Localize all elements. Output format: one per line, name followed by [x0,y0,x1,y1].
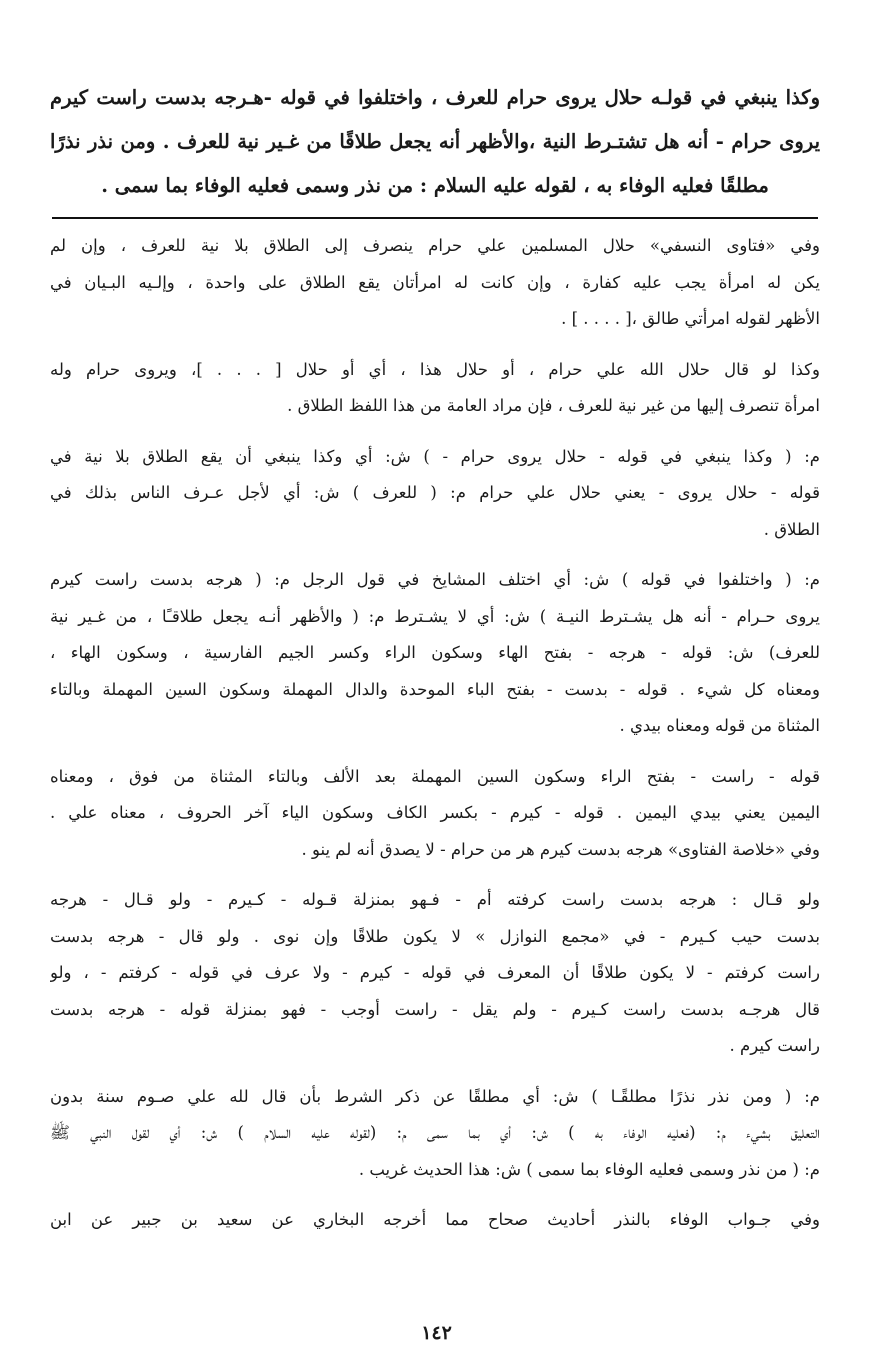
footnote-line: اليمين يعني بيدي اليمين . قوله - كيرم - بكسر الكاف وسكون الياء آخر الحروف ، معناه علي . [50,803,820,822]
footnote-line: م: ( واختلفوا في قوله ) ش: أي اختلف المشايخ في قول الرجل م: ( هرجه بدست راست كيرم [50,570,820,589]
main-text-line: يروى حرام - أنه هل تشتـرط النية ،والأظهر أنه يجعل طلاقًا من غـير نية للعرف . ومن نذر نذرًا [50,130,820,153]
footnote-line: راست كيرم . [729,1036,820,1055]
footnote-line: وفي «فتاوى النسفي» حلال المسلمين علي حرام ينصرف إلى الطلاق بلا نية للعرف ، وإن لم [50,236,820,255]
footnote-line: قوله - حلال يروى - يعني حلال علي حرام م: ( للعرف ) ش: أي لأجل عـرف الناس بذلك في [50,483,820,502]
footnote-line: وكذا لو قال حلال الله علي حرام ، أو حلال هذا ، أي أو حلال [ . . . ]، ويروى حرام وله [50,359,820,379]
footnote-line: امرأة تنصرف إليها من غير نية للعرف ، فإن مراد العامة من هذا اللفظ الطلاق . [287,396,820,415]
footnote-line: للعرف) ش: قوله - هرجه - بفتح الهاء وسكون الراء وكسر الجيم الفارسية ، وسكون الهاء ، [50,643,820,662]
footnote-line: قال هرجـه بدست راست كـيرم - ولم يقل - راست أوجب - فهو بمنزلة قوله - هرجه بدست [50,999,820,1019]
footnote-paragraph [50,228,820,338]
footnote-line: ولو قـال : هرجه بدست راست كرفته أم - فـهو بمنزلة قـوله - كـيرم - ولو قـال - هرجه [50,890,820,909]
footnote-line: التعليق بشيء م: (فعليه الوفاء به ) ش: أي بما سمى م: (لقوله عليه السلام ) ش: أي لقول النبي ﷺ [50,1123,820,1142]
main-text-line: مطلقًا فعليه الوفاء به ، لقوله عليه السلام : من نذر وسمى فعليه الوفاء بما سمى . [101,174,769,197]
footnote-line: راست كرفتم - لا يكون طلاقًا أن المعرف في قوله - كيرم - ولا عرف في قوله - كرفتم - ، ولو [50,963,820,982]
footnote-line: م: ( وكذا ينبغي في قوله - حلال يروى حرام - ) ش: أي وكذا ينبغي أن يقع الطلاق بلا نية في [50,446,820,466]
footnote-line: الأظهر لقوله امرأتي طالق ،[ . . . . ] . [561,309,820,328]
main-text-line: وكذا ينبغي في قولـه حلال يروى حرام للعرف ، واختلفوا في قوله -هـرجه بدست راست كيرم [50,86,820,109]
page-number: ١٤٢ [421,1322,452,1344]
footnote-line: ومعناه كل شيء . قوله - بدست - بفتح الباء الموحدة والدال المهملة وسكون السين المهملة وبالتاء [50,679,820,699]
footnote-line: الطلاق . [763,519,820,539]
main-text-block [50,76,820,208]
footnote-paragraph [50,352,820,425]
footnotes-block [50,228,820,1253]
footnote-line: يروى حـرام - أنه هل يشـترط النيـة ) ش: أي لا يشـترط م: ( والأظهر أنـه يجعل طلاقـًا ، من غـير نية [50,606,820,626]
footnote-line: وفي جـواب الوفاء بالنذر أحاديث صحاح مما أخرجه البخاري عن سعيد بن جبير عن ابن [50,1210,820,1229]
footnote-paragraph [50,439,820,549]
footnote-paragraph [50,882,820,1065]
footnote-paragraph [50,759,820,869]
footnote-line: وفي «خلاصة الفتاوى» هرجه بدست كيرم هر من حرام - لا يصدق أنه لم ينو . [301,839,820,859]
footnote-paragraph [50,1079,820,1189]
footnote-line: يكن له امرأة يجب عليه كفارة ، وإن كانت له امرأتان يقع الطلاق على واحدة ، وإلـيه البـيان في [50,272,820,292]
footnote-paragraph [50,562,820,745]
footnote-separator [52,217,818,219]
footnote-paragraph [50,1202,820,1239]
footnote-line: م: ( من نذر وسمى فعليه الوفاء بما سمى ) ش: هذا الحديث غريب . [358,1159,820,1179]
footnote-line: المثناة من قوله ومعناه بيدي . [619,716,820,735]
footnote-line: بدست حيب كـيرم - في «مجمع النوازل » لا يكون طلاقًا وإن نوى . ولو قال - هرجه بدست [50,926,820,946]
footnote-line: قوله - راست - بفتح الراء وسكون السين المهملة بعد الألف وبالتاء المثناة من فوق ، ومعناه [50,766,820,786]
footnote-line: م: ( ومن نذر نذرًا مطلقًـا ) ش: أي مطلقًا عن ذكر الشرط بأن قال لله علي صـوم سنة بدون [50,1086,820,1106]
